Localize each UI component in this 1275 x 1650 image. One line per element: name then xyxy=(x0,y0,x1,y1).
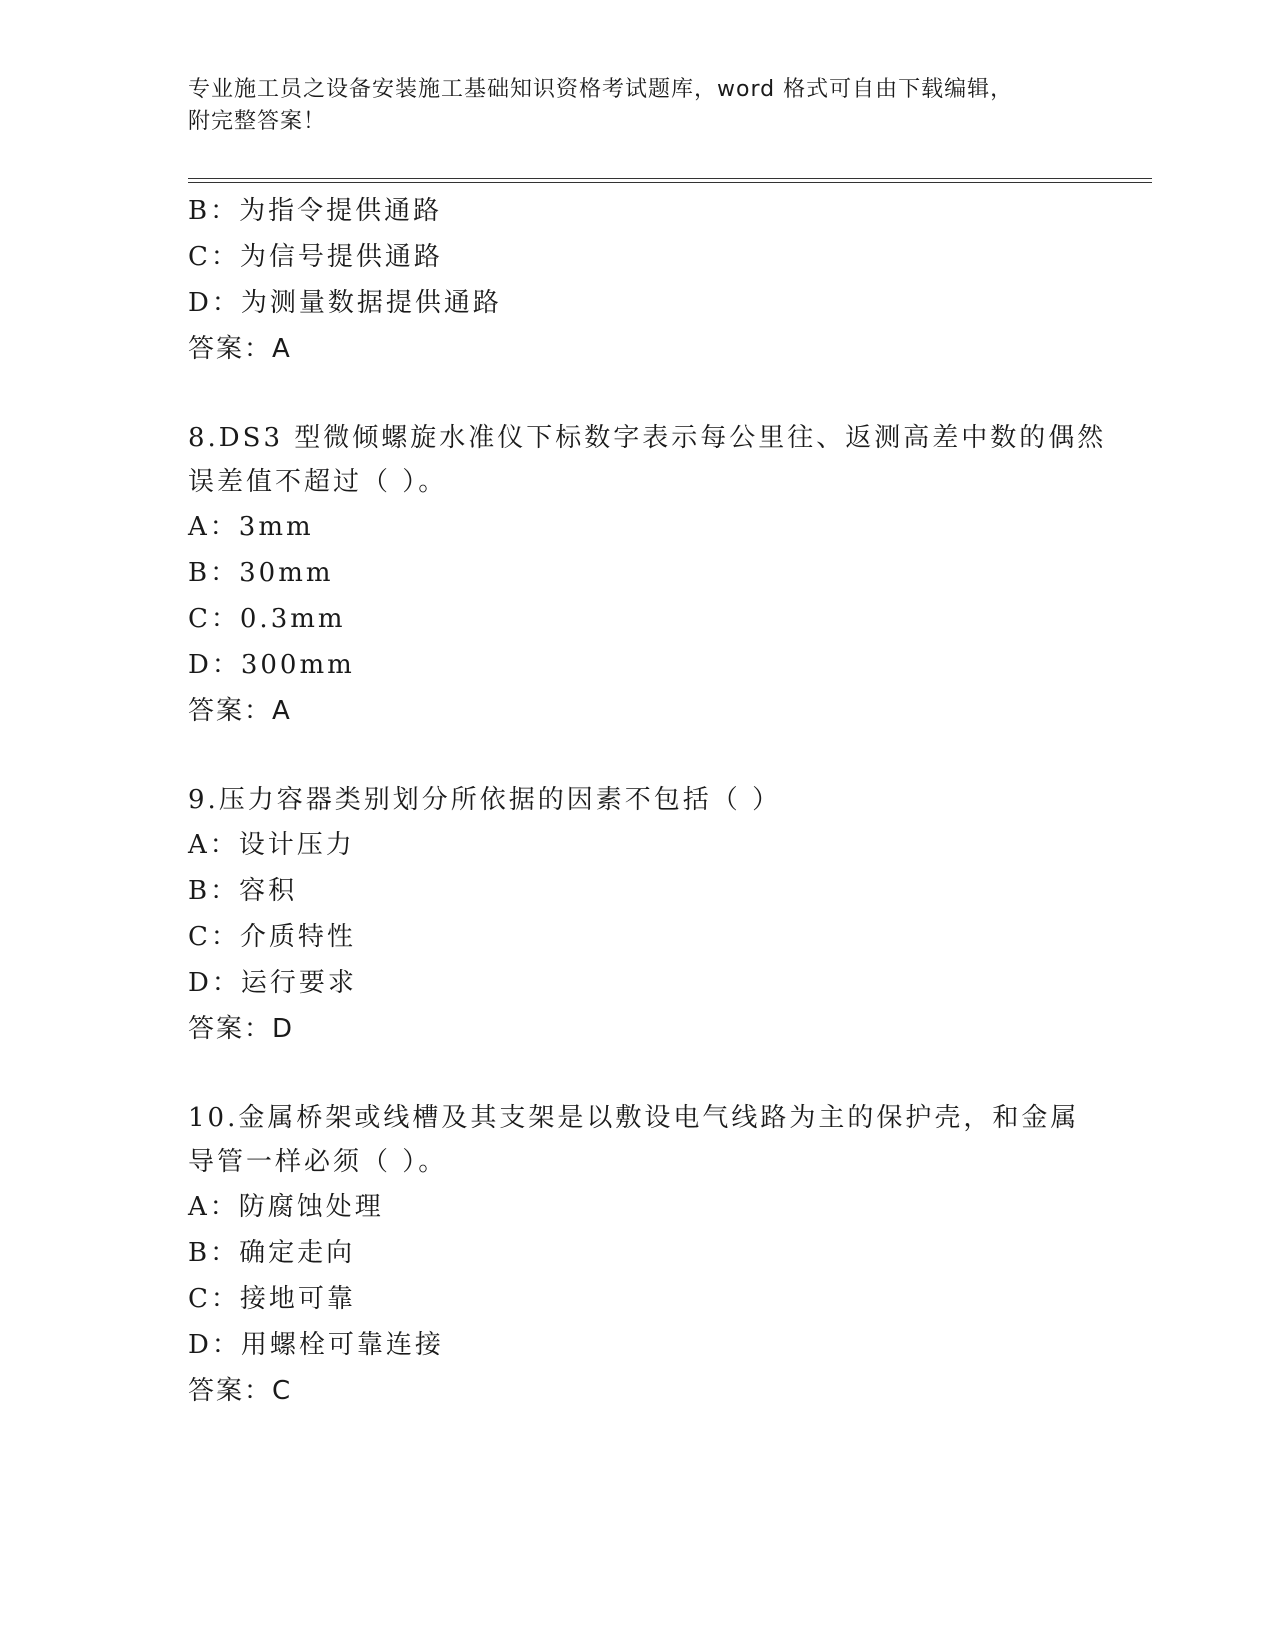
spacer xyxy=(188,372,1088,416)
option-d: D：300mm xyxy=(188,650,355,680)
header-line-2: 附完整答案！ xyxy=(188,109,327,134)
header-line-1: 专业施工员之设备安装施工基础知识资格考试题库，word 格式可自由下载编辑， xyxy=(188,77,1014,102)
question-7-continued xyxy=(188,188,1088,372)
document-header xyxy=(188,74,1068,138)
option-d: D：运行要求 xyxy=(188,968,357,998)
question-stem-line: 导管一样必须（ ）。 xyxy=(188,1147,448,1177)
answer-line: 答案：A xyxy=(188,334,292,364)
option-c: C：介质特性 xyxy=(188,922,356,952)
option-a: A：设计压力 xyxy=(188,830,355,860)
answer-line: 答案：C xyxy=(188,1376,293,1406)
option-b: B：确定走向 xyxy=(188,1238,356,1268)
question-list xyxy=(188,188,1107,1414)
option-d: D：用螺栓可靠连接 xyxy=(188,1330,444,1360)
question-10 xyxy=(188,1096,1088,1414)
option-b: B：容积 xyxy=(188,876,298,906)
question-stem-line: 误差值不超过（ ）。 xyxy=(188,467,448,497)
spacer xyxy=(188,734,1088,778)
question-9 xyxy=(188,778,1088,1052)
header-divider xyxy=(188,178,1152,183)
option-c: C：0.3mm xyxy=(188,604,346,634)
question-stem-line: 9.压力容器类别划分所依据的因素不包括（ ） xyxy=(188,785,782,815)
option-b: B：30mm xyxy=(188,558,334,588)
option-a: A：3mm xyxy=(188,512,314,542)
question-8 xyxy=(188,416,1107,734)
option-c: C：为信号提供通路 xyxy=(188,242,443,272)
spacer xyxy=(188,1052,1088,1096)
question-stem-line: 8.DS3 型微倾螺旋水准仪下标数字表示每公里往、返测高差中数的偶然 xyxy=(188,423,1107,453)
answer-line: 答案：A xyxy=(188,696,292,726)
option-c: C：接地可靠 xyxy=(188,1284,356,1314)
option-d: D：为测量数据提供通路 xyxy=(188,288,502,318)
option-a: A：防腐蚀处理 xyxy=(188,1192,384,1222)
answer-line: 答案：D xyxy=(188,1014,295,1044)
question-stem-line: 10.金属桥架或线槽及其支架是以敷设电气线路为主的保护壳，和金属 xyxy=(188,1103,1080,1133)
option-b: B：为指令提供通路 xyxy=(188,196,443,226)
